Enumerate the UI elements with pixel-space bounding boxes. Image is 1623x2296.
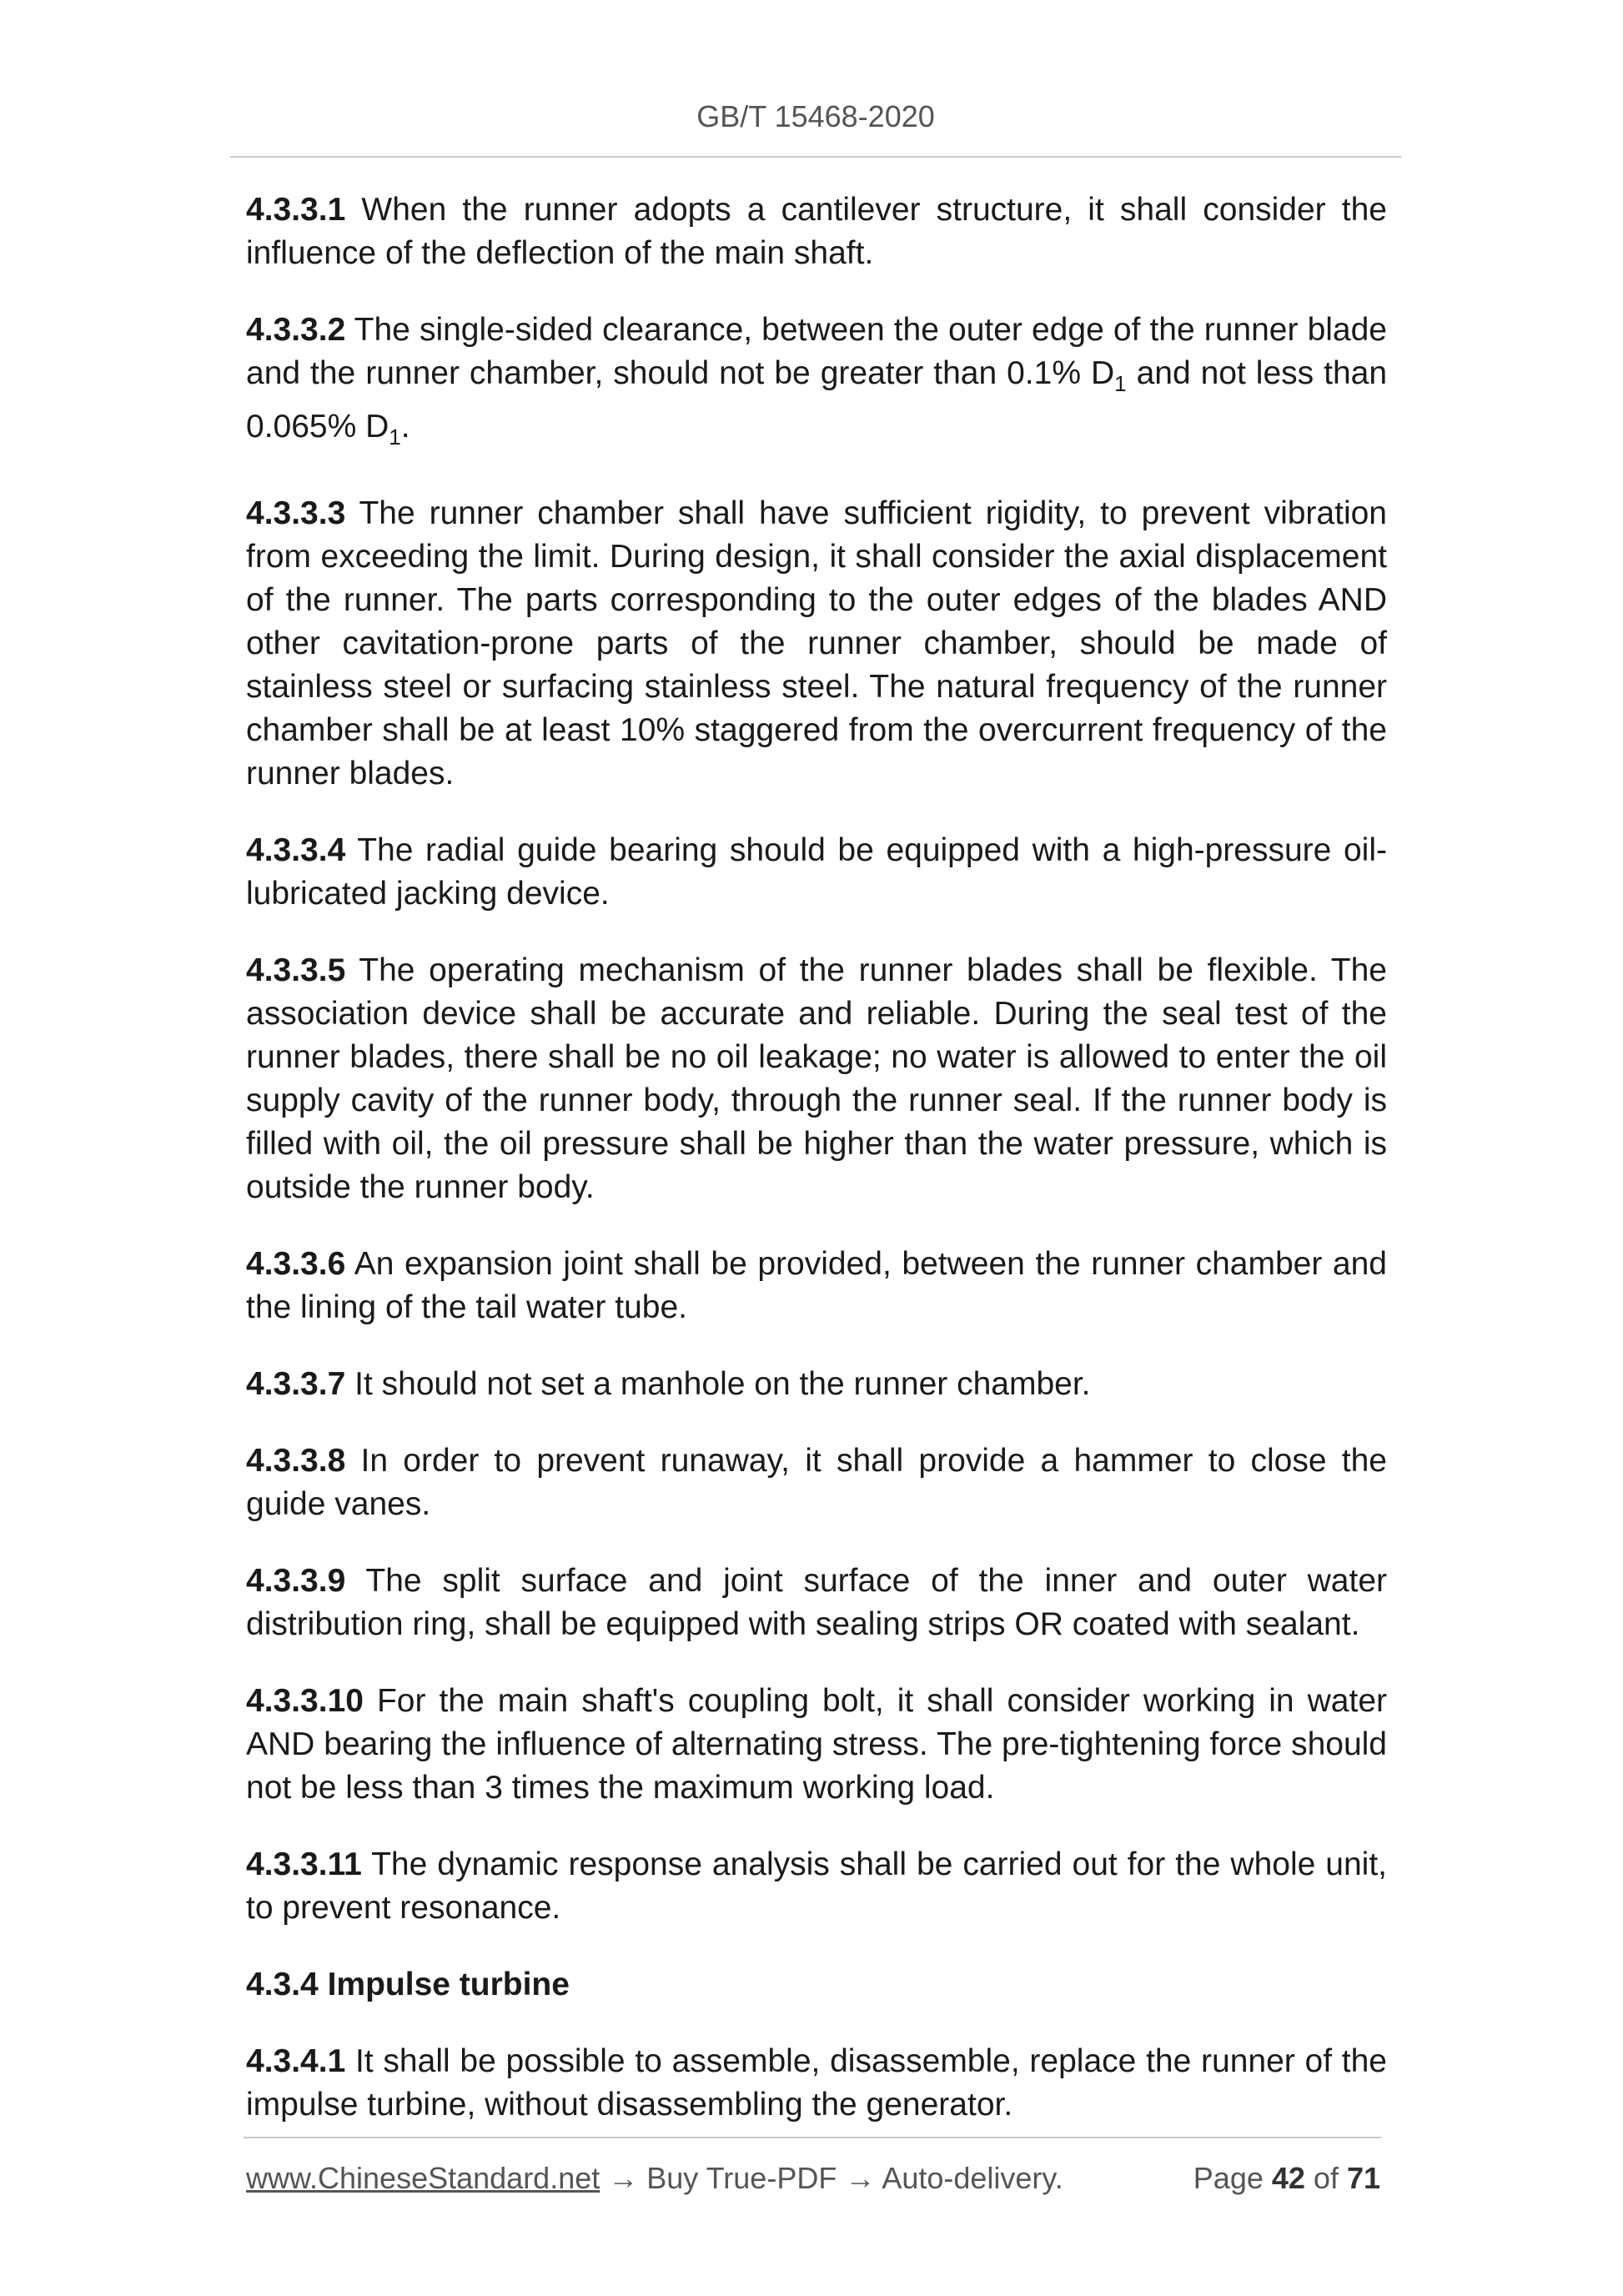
- subscript: 1: [389, 424, 401, 450]
- clause-text: It shall be possible to assemble, disassemble, replace the runner of the impulse turbine, without disassembling the generator.: [246, 2042, 1387, 2123]
- clause-number: 4.3.3.10: [246, 1682, 364, 1719]
- page-label: Page: [1193, 2161, 1272, 2195]
- clause-text: The radial guide bearing should be equipped with a high-pressure oil-lubricated jacking device.: [246, 831, 1387, 912]
- clause-text: For the main shaft's coupling bolt, it shall consider working in water AND bearing the influence of alternating stress. The pre-tightening force should not be less than 3 times the maximum working load.: [246, 1682, 1387, 1806]
- clause-number: 4.3.4.1: [246, 2042, 346, 2079]
- clause-text: The single-sided clearance, between the outer edge of the runner blade and the runner chamber, should not be greater than 0.1% D: [246, 312, 1387, 391]
- clause-number: 4.3.3.7: [246, 1365, 346, 1402]
- document-id: GB/T 15468-2020: [696, 99, 935, 133]
- clause-number: 4.3.3.6: [246, 1245, 346, 1282]
- footer-promo: [246, 2160, 1063, 2197]
- clause-number: 4.3.3.4: [246, 831, 346, 868]
- clause-4-3-4-1: [246, 2040, 1387, 2127]
- clause-text: In order to prevent runaway, it shall provide a hammer to close the guide vanes.: [246, 1442, 1387, 1522]
- header-divider: [230, 156, 1401, 158]
- clause-4-3-3-5: [246, 949, 1387, 1209]
- clause-4-3-3-10: [246, 1680, 1387, 1810]
- clause-text: The runner chamber shall have sufficient rigidity, to prevent vibration from exceeding the limit. During design, it shall consider the axial displacement of the runner. The parts corresponding to the outer edges of the blades AND other cavitation-prone parts of the runner chamber, should be made of stainless steel or surfacing stainless steel. The natural frequency of the runner chamber shall be at least 10% staggered from the overcurrent frequency of the runner blades.: [246, 495, 1387, 791]
- section-heading: 4.3.4 Impulse turbine: [246, 1966, 570, 2002]
- footer-promo-text: → Buy True-PDF → Auto-delivery.: [600, 2161, 1063, 2195]
- total-pages: 71: [1346, 2161, 1380, 2195]
- clause-text: When the runner adopts a cantilever structure, it shall consider the influence of the deflection of the main shaft.: [246, 192, 1387, 271]
- clause-number: 4.3.3.3: [246, 495, 346, 531]
- clause-4-3-3-2: [246, 309, 1387, 459]
- clause-4-3-3-1: [246, 188, 1387, 275]
- clause-number: 4.3.3.8: [246, 1442, 346, 1479]
- footer-divider: [244, 2137, 1381, 2138]
- clause-text: and not less than 0.065% D: [246, 355, 1388, 445]
- clause-number: 4.3.3.11: [246, 1846, 362, 1882]
- clause-number: 4.3.3.1: [246, 192, 346, 228]
- clause-4-3-3-11: [246, 1843, 1387, 1930]
- subscript: 1: [1114, 370, 1127, 396]
- website-link[interactable]: www.ChineseStandard.net: [246, 2161, 600, 2195]
- document-body: [246, 188, 1387, 2160]
- clause-4-3-3-6: [246, 1243, 1387, 1329]
- page-header: [230, 98, 1401, 135]
- clause-4-3-3-3: [246, 492, 1387, 796]
- clause-4-3-3-9: [246, 1560, 1387, 1646]
- clause-text: .: [400, 408, 410, 445]
- clause-text: The split surface and joint surface of the inner and outer water distribution ring, shall be equipped with sealing strips OR coated with sealant.: [246, 1562, 1387, 1642]
- clause-number: 4.3.3.2: [246, 312, 346, 348]
- clause-4-3-3-4: [246, 829, 1387, 916]
- clause-4-3-3-8: [246, 1439, 1387, 1526]
- clause-text: The operating mechanism of the runner blades shall be flexible. The association device shall be accurate and reliable. During the seal test of the runner blades, there shall be no oil leakage; no water is allowed to enter the oil supply cavity of the runner body, through the runner seal. If the runner body is filled with oil, the oil pressure shall be higher than the water pressure, which is outside the runner body.: [246, 952, 1387, 1205]
- clause-number: 4.3.3.9: [246, 1562, 346, 1599]
- page-of-label: of: [1304, 2161, 1347, 2195]
- clause-number: 4.3.3.5: [246, 952, 346, 988]
- current-page: 42: [1271, 2161, 1305, 2195]
- page-indicator: [1193, 2160, 1380, 2197]
- clause-4-3-3-7: [246, 1363, 1387, 1406]
- clause-text: The dynamic response analysis shall be carried out for the whole unit, to prevent resonance.: [246, 1846, 1387, 1926]
- clause-text: It should not set a manhole on the runner chamber.: [345, 1365, 1091, 1402]
- clause-text: An expansion joint shall be provided, between the runner chamber and the lining of the tail water tube.: [246, 1245, 1387, 1325]
